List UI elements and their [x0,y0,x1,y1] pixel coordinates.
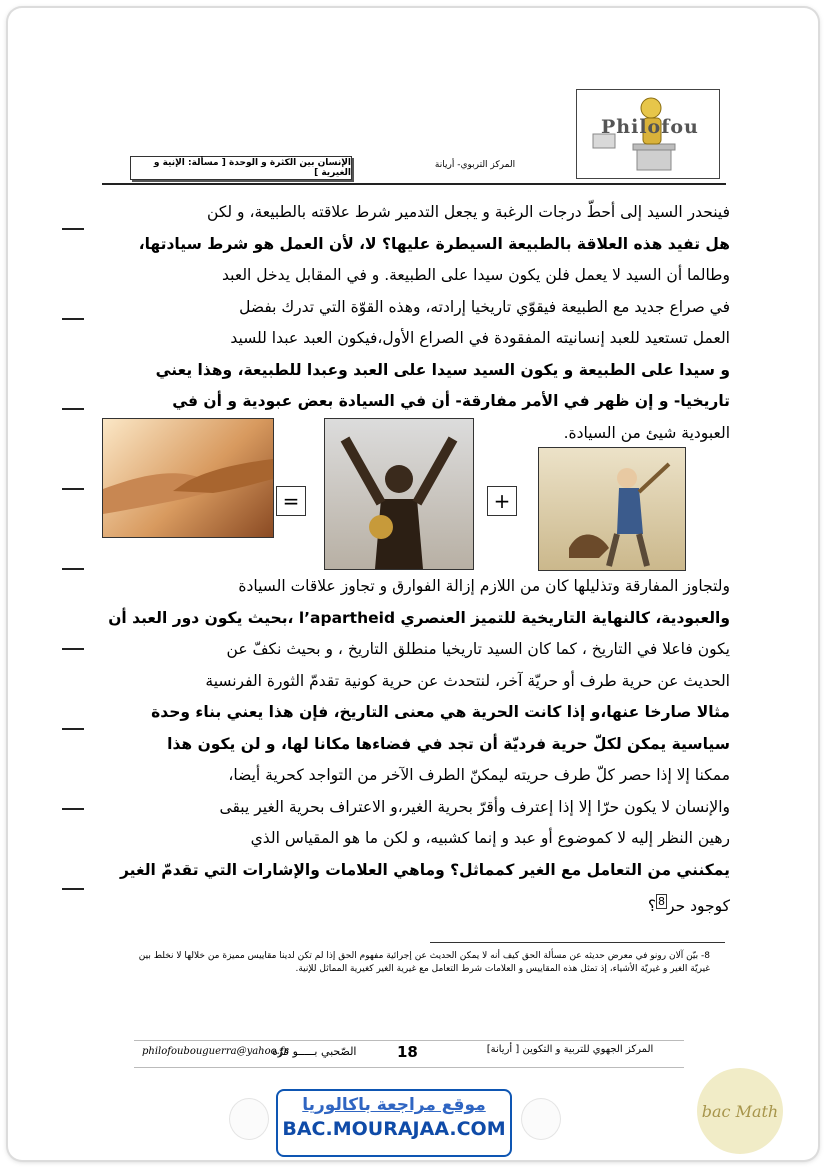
text-line: الحديث عن حرية طرف أو حريّة آخر، لنتحدث عن حرية كونية تقدمّ الثورة الفرنسية [205,671,730,690]
text-line: في صراع جديد مع الطبيعة فيقوّي تاريخيا إرادته، وهذه القوّة التي تدرك بفضل [239,297,730,316]
paragraph-freedom [96,571,730,923]
text-line: تاريخيا- و إن ظهر في الأمر مفارقة- أن في السيادة بعض عبودية و أن في [172,392,730,410]
text-line: يكون فاعلا في التاريخ ، كما كان السيد تاريخيا منطلق التاريخ ، و بحيث نكفّ عن [226,640,730,658]
text-line: كوجود حر [667,897,730,916]
text-line: والعبودية، كالنهاية التاريخية للتميز العنصري l’apartheid ،بحيث يكون دور العبد أن [108,608,730,627]
margin-decoration [62,200,86,900]
text-line: يمكنني من التعامل مع الغير كمماثل؟ وماهي العلامات والإشارات التي تقدمّ الغير [120,860,730,879]
text-line: رهين النظر إليه لا كموضوع أو عبد و إنما كشبيه، و لكن ما هو المقياس الذي [250,829,730,847]
footnote-rule [430,942,725,943]
header-rule [102,183,726,185]
text-line: ؟ [647,897,657,916]
text-line: فينحدر السيد إلى أحطّ درجات الرغبة و يجعل التدمير شرط علاقته بالطبيعة، و لكن [207,203,730,221]
footer-institution: المركز الجهوي للتربية و التكوين [ أريانة] [486,1044,654,1055]
philofou-logo [576,89,720,179]
site-logo-icon [521,1098,561,1140]
page-number: 18 [397,1043,418,1061]
text-line: وطالما أن السيد لا يعمل فلن يكون سيدا على الطبيعة. و في المقابل يدخل العبد [222,266,730,284]
promo-arabic[interactable]: موقع مراجعة باكالوريا [302,1095,486,1115]
beating-scene-image [538,447,686,571]
text-line: والإنسان لا يكون حرّا إلا إذا إعترف وأقرّ بحرية الغير،و الاعتراف بحرية الغير يبقى [219,797,730,816]
text-line: و سيدا على الطبيعة و يكون السيد سيدا على العبد وعبدا للطبيعة، وهذا يعني [155,360,730,379]
text-line-last [96,886,730,923]
slave-chains-image [324,418,474,570]
header-institution: المركز التربوي- أريانة [434,160,516,170]
handshake-image [102,418,274,538]
text-line: ولتجاوز المفارقة وتذليلها كان من اللازم إزالة الفوارق و تجاوز علاقات السيادة [238,577,730,595]
footnote: 8- بيّن آلان رونو في معرض حديثه عن مسألة الحق كيف أنه لا يمكن الحديث عن إجرائية مفهوم الحق إذا لم تكن لدينا مقاييس مميزة من خلالها لا نخلط بين غيريّة الغير و غيريّة الأشياء، إذ تمثل هذه المقاييس و العلامات شرط التعامل مع غيرية الغير كغيرية المماثل للإنية. [138,951,710,974]
logo-text: Philofou [601,116,699,138]
text-line: ممكنا إلا إذا حصر كلّ طرف حريته ليمكنّ الطرف الآخر من التواجد كحرية أيضا، [228,766,730,784]
text-line: العمل تستعيد للعبد إنسانيته المفقودة في الصراع الأول،فيكون العبد عبدا للسيد [230,329,730,347]
text-line: سياسية يمكن لكلّ حرية فرديّة أن تجد في فضاءها مكانا لها، و لن يكون هذا [167,734,730,753]
author-email[interactable]: philofoubouguerra@yahoo.fr [142,1046,289,1057]
text-line: مثالا صارخا عنها،و إذا كانت الحرية هي معنى التاريخ، فإن هذا يعني بناء وحدة [151,703,730,721]
equals-sign: = [276,486,306,516]
text-line: العبودية شيئ من السيادة. [563,423,730,442]
promo-banner[interactable] [276,1089,512,1157]
plus-sign: + [487,486,517,516]
author-name: الصّحبي بـــــو قرّة [272,1045,357,1058]
text-line: هل تفيد هذه العلاقة بالطبيعة السيطرة عليها؟ لا، لأن العمل هو شرط سيادتها، [138,234,730,253]
lesson-title-box: الإنسان بين الكثرة و الوحدة [ مسألة: الإنية و الغيرية ] [130,156,352,180]
promo-url[interactable]: BAC.MOURAJAA.COM [282,1118,506,1140]
paragraph-master-slave [96,197,730,449]
site-logo-icon [229,1098,269,1140]
footnote-ref[interactable]: 8 [658,895,666,908]
bacmath-logo: bac Math [697,1068,783,1154]
